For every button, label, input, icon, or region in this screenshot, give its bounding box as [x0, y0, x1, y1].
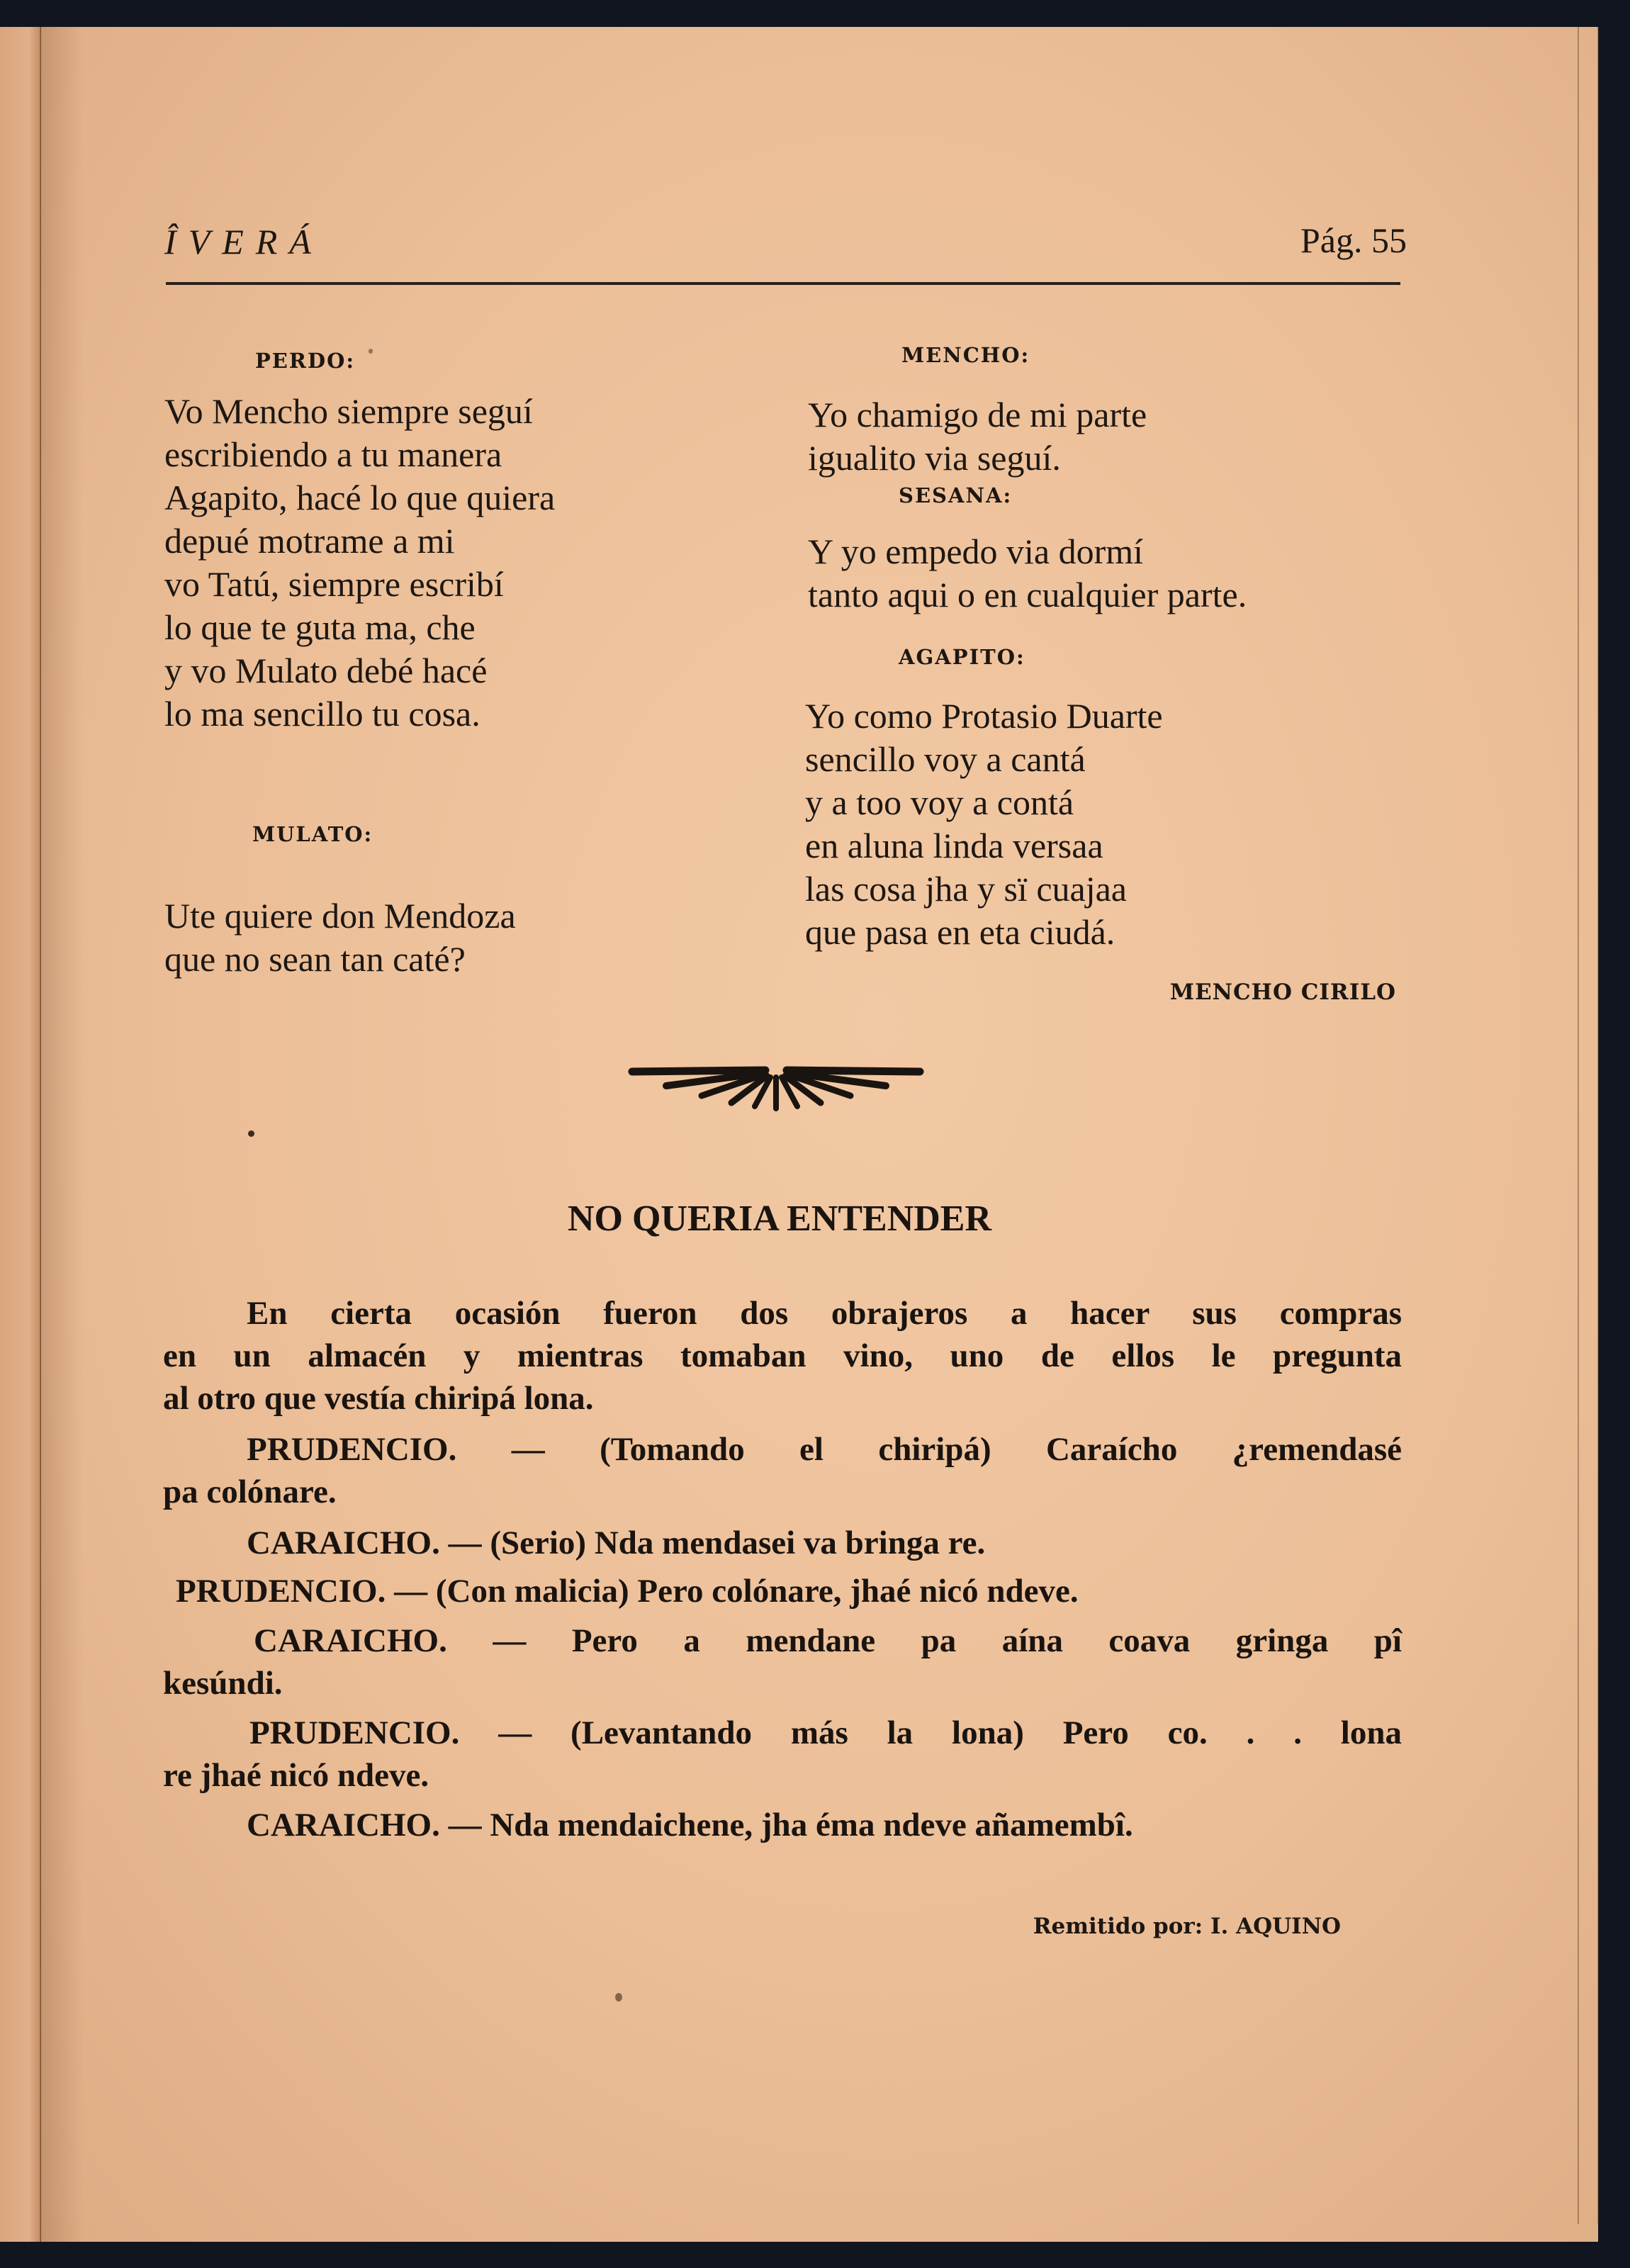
verse-stanza — [808, 530, 1247, 617]
intro-line: en un almacén y mientras tomaban vino, uno de ellos le pregunta — [163, 1337, 1402, 1374]
journal-title: ÎVERÁ — [164, 222, 323, 262]
speaker-label: PERDO: — [255, 349, 356, 373]
speaker-label: SESANA: — [899, 483, 1013, 507]
verse-line: Yo chamigo de mi parte — [808, 395, 1147, 434]
verse-stanza — [808, 393, 1147, 480]
speaker-label: MULATO: — [252, 822, 373, 846]
book-spine-fold — [0, 27, 41, 2242]
verse-line: vo Tatú, siempre escribí — [164, 564, 504, 604]
verse-line: que no sean tan caté? — [164, 939, 466, 979]
verse-line: Ute quiere don Mendoza — [164, 896, 516, 936]
page-number: Pág. 55 — [1300, 220, 1407, 260]
verse-line: las cosa jha y sï cuajaa — [805, 869, 1127, 909]
speaker-label: AGAPITO: — [899, 645, 1025, 669]
verse-line: y a too voy a contá — [805, 782, 1074, 822]
dialogue-line: CARAICHO. — (Serio) Nda mendasei va bringa re. — [247, 1525, 986, 1561]
dialogue-line: pa colónare. — [163, 1473, 337, 1510]
poem-signature: MENCHO CIRILO — [1169, 979, 1396, 1005]
verse-line: Agapito, hacé lo que quiera — [164, 478, 556, 517]
dialogue-line: CARAICHO. — Pero a mendane pa aína coava gringa pî — [254, 1622, 1402, 1659]
verse-line: lo que te guta ma, che — [164, 607, 476, 647]
intro-line: al otro que vestía chiripá lona. — [163, 1380, 594, 1417]
story-title: NO QUERIA ENTENDER — [567, 1198, 992, 1239]
dialogue-line: CARAICHO. — Nda mendaichene, jha éma ndeve añamembî. — [247, 1807, 1133, 1843]
verse-line: sencillo voy a cantá — [805, 739, 1086, 779]
verse-line: igualito via seguí. — [808, 438, 1061, 478]
dialogue-line: re jhaé nicó ndeve. — [163, 1757, 429, 1794]
verse-line: escribiendo a tu manera — [164, 434, 502, 474]
verse-line: depué motrame a mi — [164, 521, 455, 561]
speaker-label: MENCHO: — [901, 343, 1030, 367]
paper-speck — [369, 349, 373, 354]
verse-line: lo ma sencillo tu cosa. — [164, 694, 480, 734]
fold-shadow — [41, 27, 84, 2242]
verse-line: Y yo empedo via dormí — [808, 532, 1144, 571]
dialogue-line: PRUDENCIO. — (Con malicia) Pero colónare, jhaé nicó ndeve. — [176, 1573, 1079, 1610]
verse-line: en aluna linda versaa — [805, 826, 1103, 865]
verse-line: y vo Mulato debé hacé — [164, 651, 488, 690]
paper-speck — [615, 1993, 622, 2002]
dialogue-line: PRUDENCIO. — (Levantando más la lona) Pero co. . . lona — [249, 1714, 1402, 1751]
verse-line: que pasa en eta ciudá. — [805, 912, 1115, 952]
paper-speck — [248, 1130, 254, 1137]
verse-stanza — [164, 390, 555, 736]
page-edge-lines — [1578, 27, 1599, 2224]
story-body — [163, 1294, 1402, 1932]
dialogue-line: PRUDENCIO. — (Tomando el chiripá) Caraícho ¿remendasé — [247, 1431, 1402, 1468]
dialogue-line: kesúndi. — [163, 1665, 283, 1702]
verse-line: Yo como Protasio Duarte — [805, 696, 1163, 736]
sunburst-divider-icon — [624, 1062, 928, 1113]
verse-line: tanto aqui o en cualquier parte. — [808, 575, 1247, 614]
story-credit: Remitido por: I. AQUINO — [1033, 1914, 1341, 1939]
verse-line: Vo Mencho siempre seguí — [164, 391, 533, 431]
intro-line: En cierta ocasión fueron dos obrajeros a hacer sus compras — [247, 1295, 1402, 1332]
verse-stanza — [805, 695, 1163, 954]
header-rule — [166, 282, 1400, 285]
verse-stanza — [164, 894, 516, 981]
